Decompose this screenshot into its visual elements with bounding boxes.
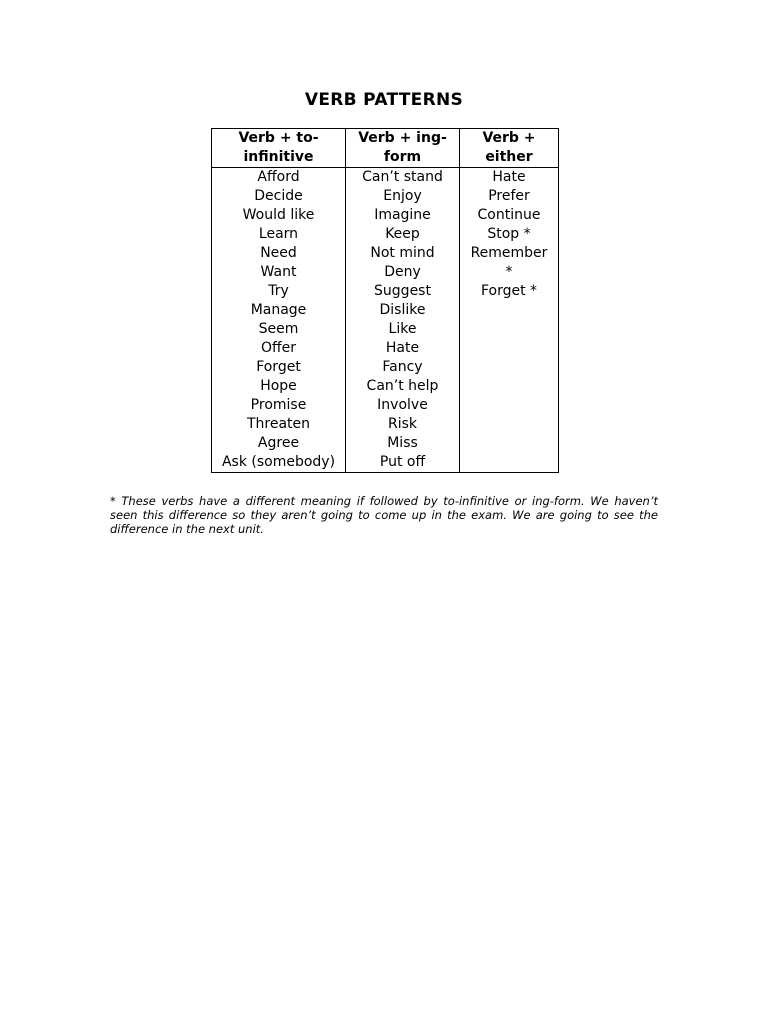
verb-item: Ask (somebody) — [221, 454, 336, 470]
verb-item: Imagine — [374, 207, 431, 223]
verb-item: Seem — [258, 321, 299, 337]
verb-item: Miss — [387, 435, 418, 451]
verb-item: Try — [268, 283, 289, 299]
verb-item: Hate — [492, 169, 526, 185]
verb-item: Like — [388, 321, 417, 337]
verb-item: Agree — [257, 435, 300, 451]
verb-patterns-table — [211, 128, 559, 473]
column-header-either: Verb + either — [460, 129, 559, 168]
verb-item: Fancy — [382, 359, 423, 375]
ing-form-column — [346, 168, 460, 473]
verb-item: Involve — [377, 397, 428, 413]
verb-item: Would like — [242, 207, 315, 223]
column-header-ing-form: Verb + ing-form — [346, 129, 460, 168]
verb-item: Put off — [379, 454, 426, 470]
page-title: VERB PATTERNS — [304, 90, 464, 110]
verb-item: Hope — [260, 378, 297, 394]
verb-item: Deny — [384, 264, 421, 280]
verb-item: Need — [260, 245, 297, 261]
verb-item: Forget — [256, 359, 301, 375]
table-header-row — [212, 129, 559, 168]
verb-item: Learn — [258, 226, 299, 242]
verb-item: Remember * — [470, 245, 548, 280]
verb-item: Can’t help — [366, 378, 439, 394]
verb-item: Threaten — [246, 416, 311, 432]
verb-item: Hate — [385, 340, 420, 356]
verb-item: Can’t stand — [362, 169, 443, 185]
table-body-row — [212, 168, 559, 473]
either-column — [460, 168, 559, 473]
verb-item: Risk — [387, 416, 418, 432]
verb-item: Stop * — [487, 226, 531, 242]
to-infinitive-column — [212, 168, 346, 473]
verb-item: Manage — [250, 302, 307, 318]
verb-item: Want — [260, 264, 297, 280]
verb-item: Keep — [385, 226, 420, 242]
verb-item: Suggest — [374, 283, 431, 299]
verb-item: Afford — [257, 169, 300, 185]
verb-item: Prefer — [488, 188, 530, 204]
verb-item: Decide — [254, 188, 303, 204]
column-header-to-infinitive: Verb + to-infinitive — [212, 129, 346, 168]
verb-item: Dislike — [379, 302, 426, 318]
footnote: * These verbs have a different meaning if followed by to-infinitive or ing-form. We haven’t seen this difference so they aren’t going to come up in the exam. We are going to see the difference in the next unit. — [110, 494, 658, 536]
verb-item: Continue — [477, 207, 541, 223]
verb-item: Offer — [260, 340, 297, 356]
verb-item: Enjoy — [383, 188, 422, 204]
verb-item: Not mind — [370, 245, 435, 261]
verb-item: Forget * — [480, 283, 538, 299]
verb-item: Promise — [250, 397, 307, 413]
